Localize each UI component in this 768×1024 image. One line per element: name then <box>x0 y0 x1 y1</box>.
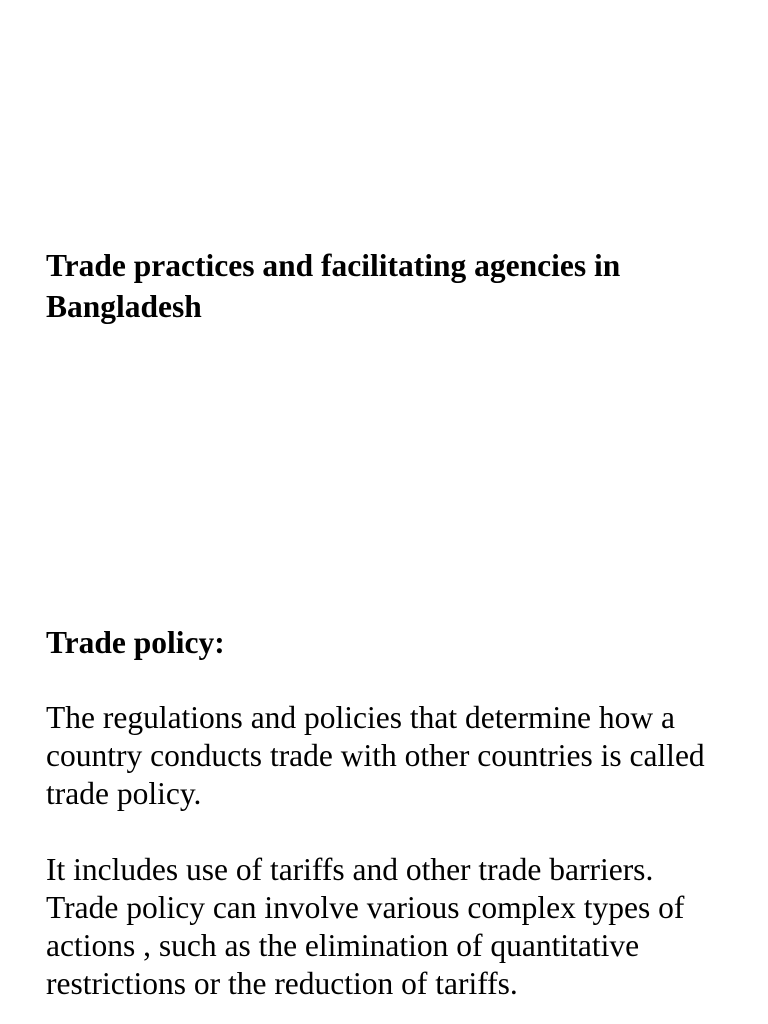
paragraph-details: It includes use of tariffs and other trade barriers. Trade policy can involve various complex types of actions , such as the elimination of quantitative restrictions or the reduction of tariffs. <box>46 852 685 1001</box>
document-title: Trade practices and facilitating agencies in Bangladesh <box>46 248 621 324</box>
section-heading: Trade policy: <box>46 625 225 660</box>
paragraph-definition: The regulations and policies that determine how a country conducts trade with other countries is called trade policy. <box>46 700 705 811</box>
